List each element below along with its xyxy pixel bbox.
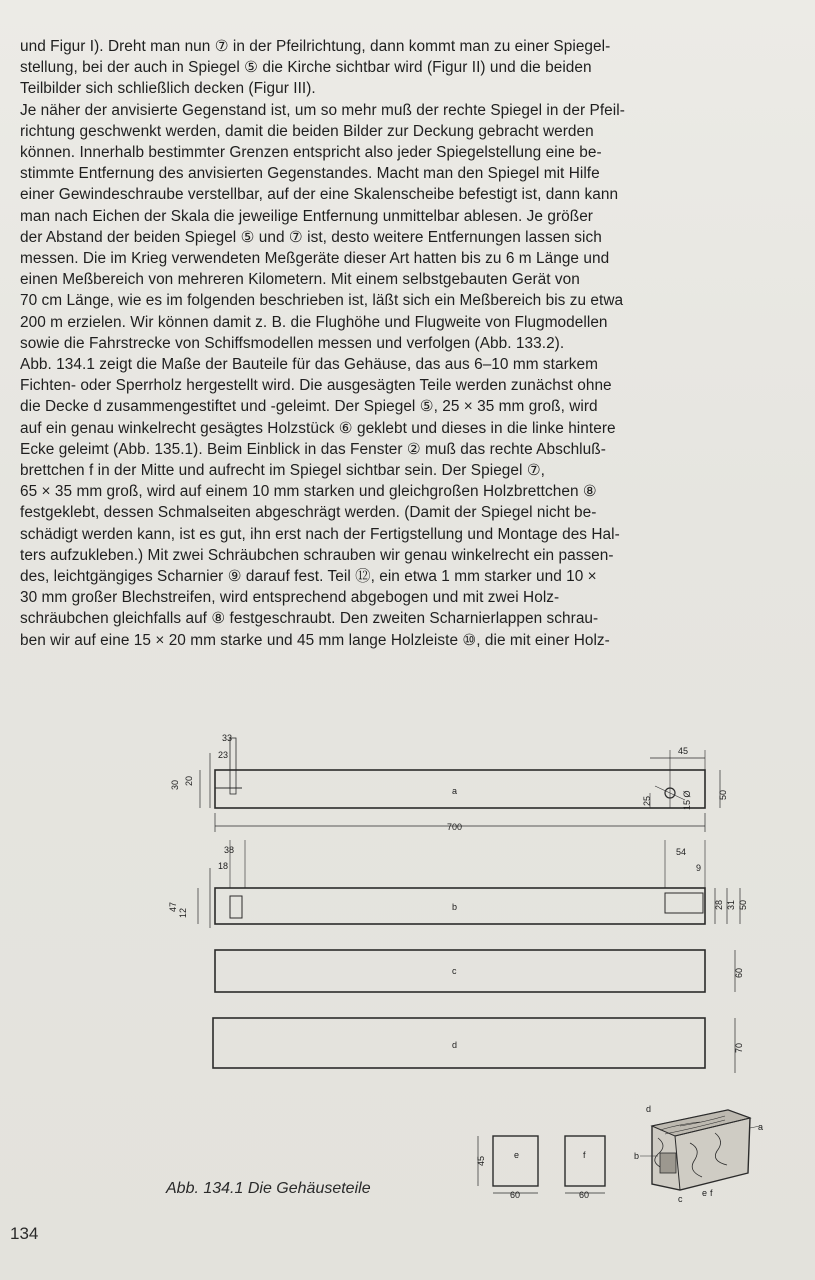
text-line: messen. Die im Krieg verwendeten Meßgeräte dieser Art hatten bis zu 6 m Länge und [20,250,610,268]
text-line: des, leichtgängiges Scharnier ⑨ darauf fest. Teil ⑫, ein etwa 1 mm starker und 10 × [20,568,597,586]
body-text [20,36,742,651]
dim-label: 700 [447,822,463,832]
dim-label: 20 [184,775,194,786]
text-line: stimmte Entfernung des anvisierten Gegenstandes. Macht man den Spiegel mit Hilfe [20,165,600,183]
dim-label: 33 [222,733,233,743]
dim-label: 18 [218,861,229,871]
dim-label: 9 [696,863,702,873]
assembly-label: e [702,1188,708,1198]
text-line: brettchen f in der Mitte und aufrecht im Spiegel sichtbar sein. Der Spiegel ⑦, [20,462,545,480]
assembly-label: b [634,1151,640,1161]
assembly-label: a [758,1122,764,1132]
assembly-sketch [640,1110,760,1190]
text-line: 70 cm Länge, wie es im folgenden beschrieben ist, läßt sich ein Meßbereich bis zu etwa [20,292,624,310]
dim-label: 60 [734,967,744,978]
text-line: stellung, bei der auch in Spiegel ⑤ die Kirche sichtbar wird (Figur II) und die beiden [20,59,592,77]
text-line: Fichten- oder Sperrholz hergestellt wird. Die ausgesägten Teile werden zunächst ohne [20,377,612,395]
assembly-label: c [678,1194,683,1204]
part-c-label: c [452,966,457,976]
text-line: schädigt werden kann, ist es gut, ihn erst nach der Fertigstellung und Montage des Hal- [20,525,620,543]
text-line: auf ein genau winkelrecht gesägtes Holzstück ⑥ geklebt und dieses in die linke hintere [20,419,616,437]
text-line: 200 m erzielen. Wir können damit z. B. die Flughöhe und Flugweite von Flugmodellen [20,313,608,331]
text-line: richtung geschwenkt werden, damit die beiden Bilder zur Deckung gebracht werden [20,122,594,140]
dim-label: 31 [726,899,736,910]
part-e-label: e [514,1150,520,1160]
text-line: können. Innerhalb bestimmter Grenzen entspricht also jeder Spiegelstellung eine be- [20,144,602,162]
dim-label: 45 [476,1155,486,1166]
dim-label: 38 [224,845,235,855]
page-number: 134 [10,1224,39,1243]
text-line: festgeklebt, dessen Schmalseiten abgeschrägt werden. (Damit der Spiegel nicht be- [20,504,597,522]
assembly-label: f [710,1188,713,1198]
dim-label: 30 [170,779,180,790]
dim-label: 25 [642,795,652,806]
part-d [213,1018,735,1073]
dim-label: 54 [676,847,687,857]
drawing-svg [160,728,770,1208]
text-line: 65 × 35 mm groß, wird auf einem 10 mm starken und gleichgroßen Holzbrettchen ⑧ [20,483,597,501]
part-a [200,738,720,832]
dim-label: 28 [714,899,724,910]
dim-label: 23 [218,750,229,760]
dim-label: 47 [168,901,178,912]
text-line: man nach Eichen der Skala die jeweilige Entfernung unmittelbar ablesen. Je größer [20,207,593,225]
text-line: schräubchen gleichfalls auf ⑧ festgeschraubt. Den zweiten Scharnierlappen schrau- [20,610,599,628]
part-f-label: f [583,1150,586,1160]
dim-label: 50 [718,789,728,800]
text-line: und Figur I). Dreht man nun ⑦ in der Pfeilrichtung, dann kommt man zu einer Spiegel- [20,38,611,55]
text-line: ben wir auf eine 15 × 20 mm starke und 45 mm lange Holzleiste ⑩, die mit einer Holz- [20,631,610,649]
dim-label: 50 [738,899,748,910]
part-d-label: d [452,1040,458,1050]
text-line: Abb. 134.1 zeigt die Maße der Bauteile für das Gehäuse, das aus 6–10 mm starkem [20,356,598,374]
text-line: Je näher der anvisierte Gegenstand ist, um so mehr muß der rechte Spiegel in der Pfeil- [20,101,625,119]
text-line: sowie die Fahrstrecke von Schiffsmodellen messen und verfolgen (Abb. 133.2). [20,334,565,352]
paragraph [20,36,742,651]
dim-label: 45 [678,746,689,756]
part-f [565,1136,605,1193]
technical-drawing [160,728,770,1208]
figure-caption: Abb. 134.1 Die Gehäuseteile [166,1180,371,1197]
text-line: Teilbilder sich schließlich decken (Figur III). [20,80,316,98]
dim-label: 60 [510,1190,521,1200]
text-line: der Abstand der beiden Spiegel ⑤ und ⑦ ist, desto weitere Entfernungen lassen sich [20,228,602,246]
dim-label: 12 [178,907,188,918]
dim-label: 15 Ø [682,790,692,810]
text-line: 30 mm großer Blechstreifen, wird entsprechend abgebogen und mit zwei Holz- [20,589,560,607]
text-line: Ecke geleimt (Abb. 135.1). Beim Einblick in das Fenster ② muß das rechte Abschluß- [20,440,606,458]
assembly-label: d [646,1104,652,1114]
text-line: einer Gewindeschraube verstellbar, auf der eine Skalenscheibe befestigt ist, dann kann [20,186,619,204]
part-b [198,840,740,928]
text-line: die Decke d zusammengestiftet und -geleimt. Der Spiegel ⑤, 25 × 35 mm groß, wird [20,398,598,416]
text-line: einen Meßbereich von mehreren Kilometern. Mit einem selbstgebauten Gerät von [20,271,580,289]
part-c [215,950,735,992]
dim-label: 70 [734,1042,744,1053]
text-line: ters aufzukleben.) Mit zwei Schräubchen schrauben wir genau winkelrecht ein passen- [20,546,614,564]
part-a-label: a [452,786,458,796]
part-e [478,1136,538,1193]
dim-label: 60 [579,1190,590,1200]
part-b-label: b [452,902,458,912]
